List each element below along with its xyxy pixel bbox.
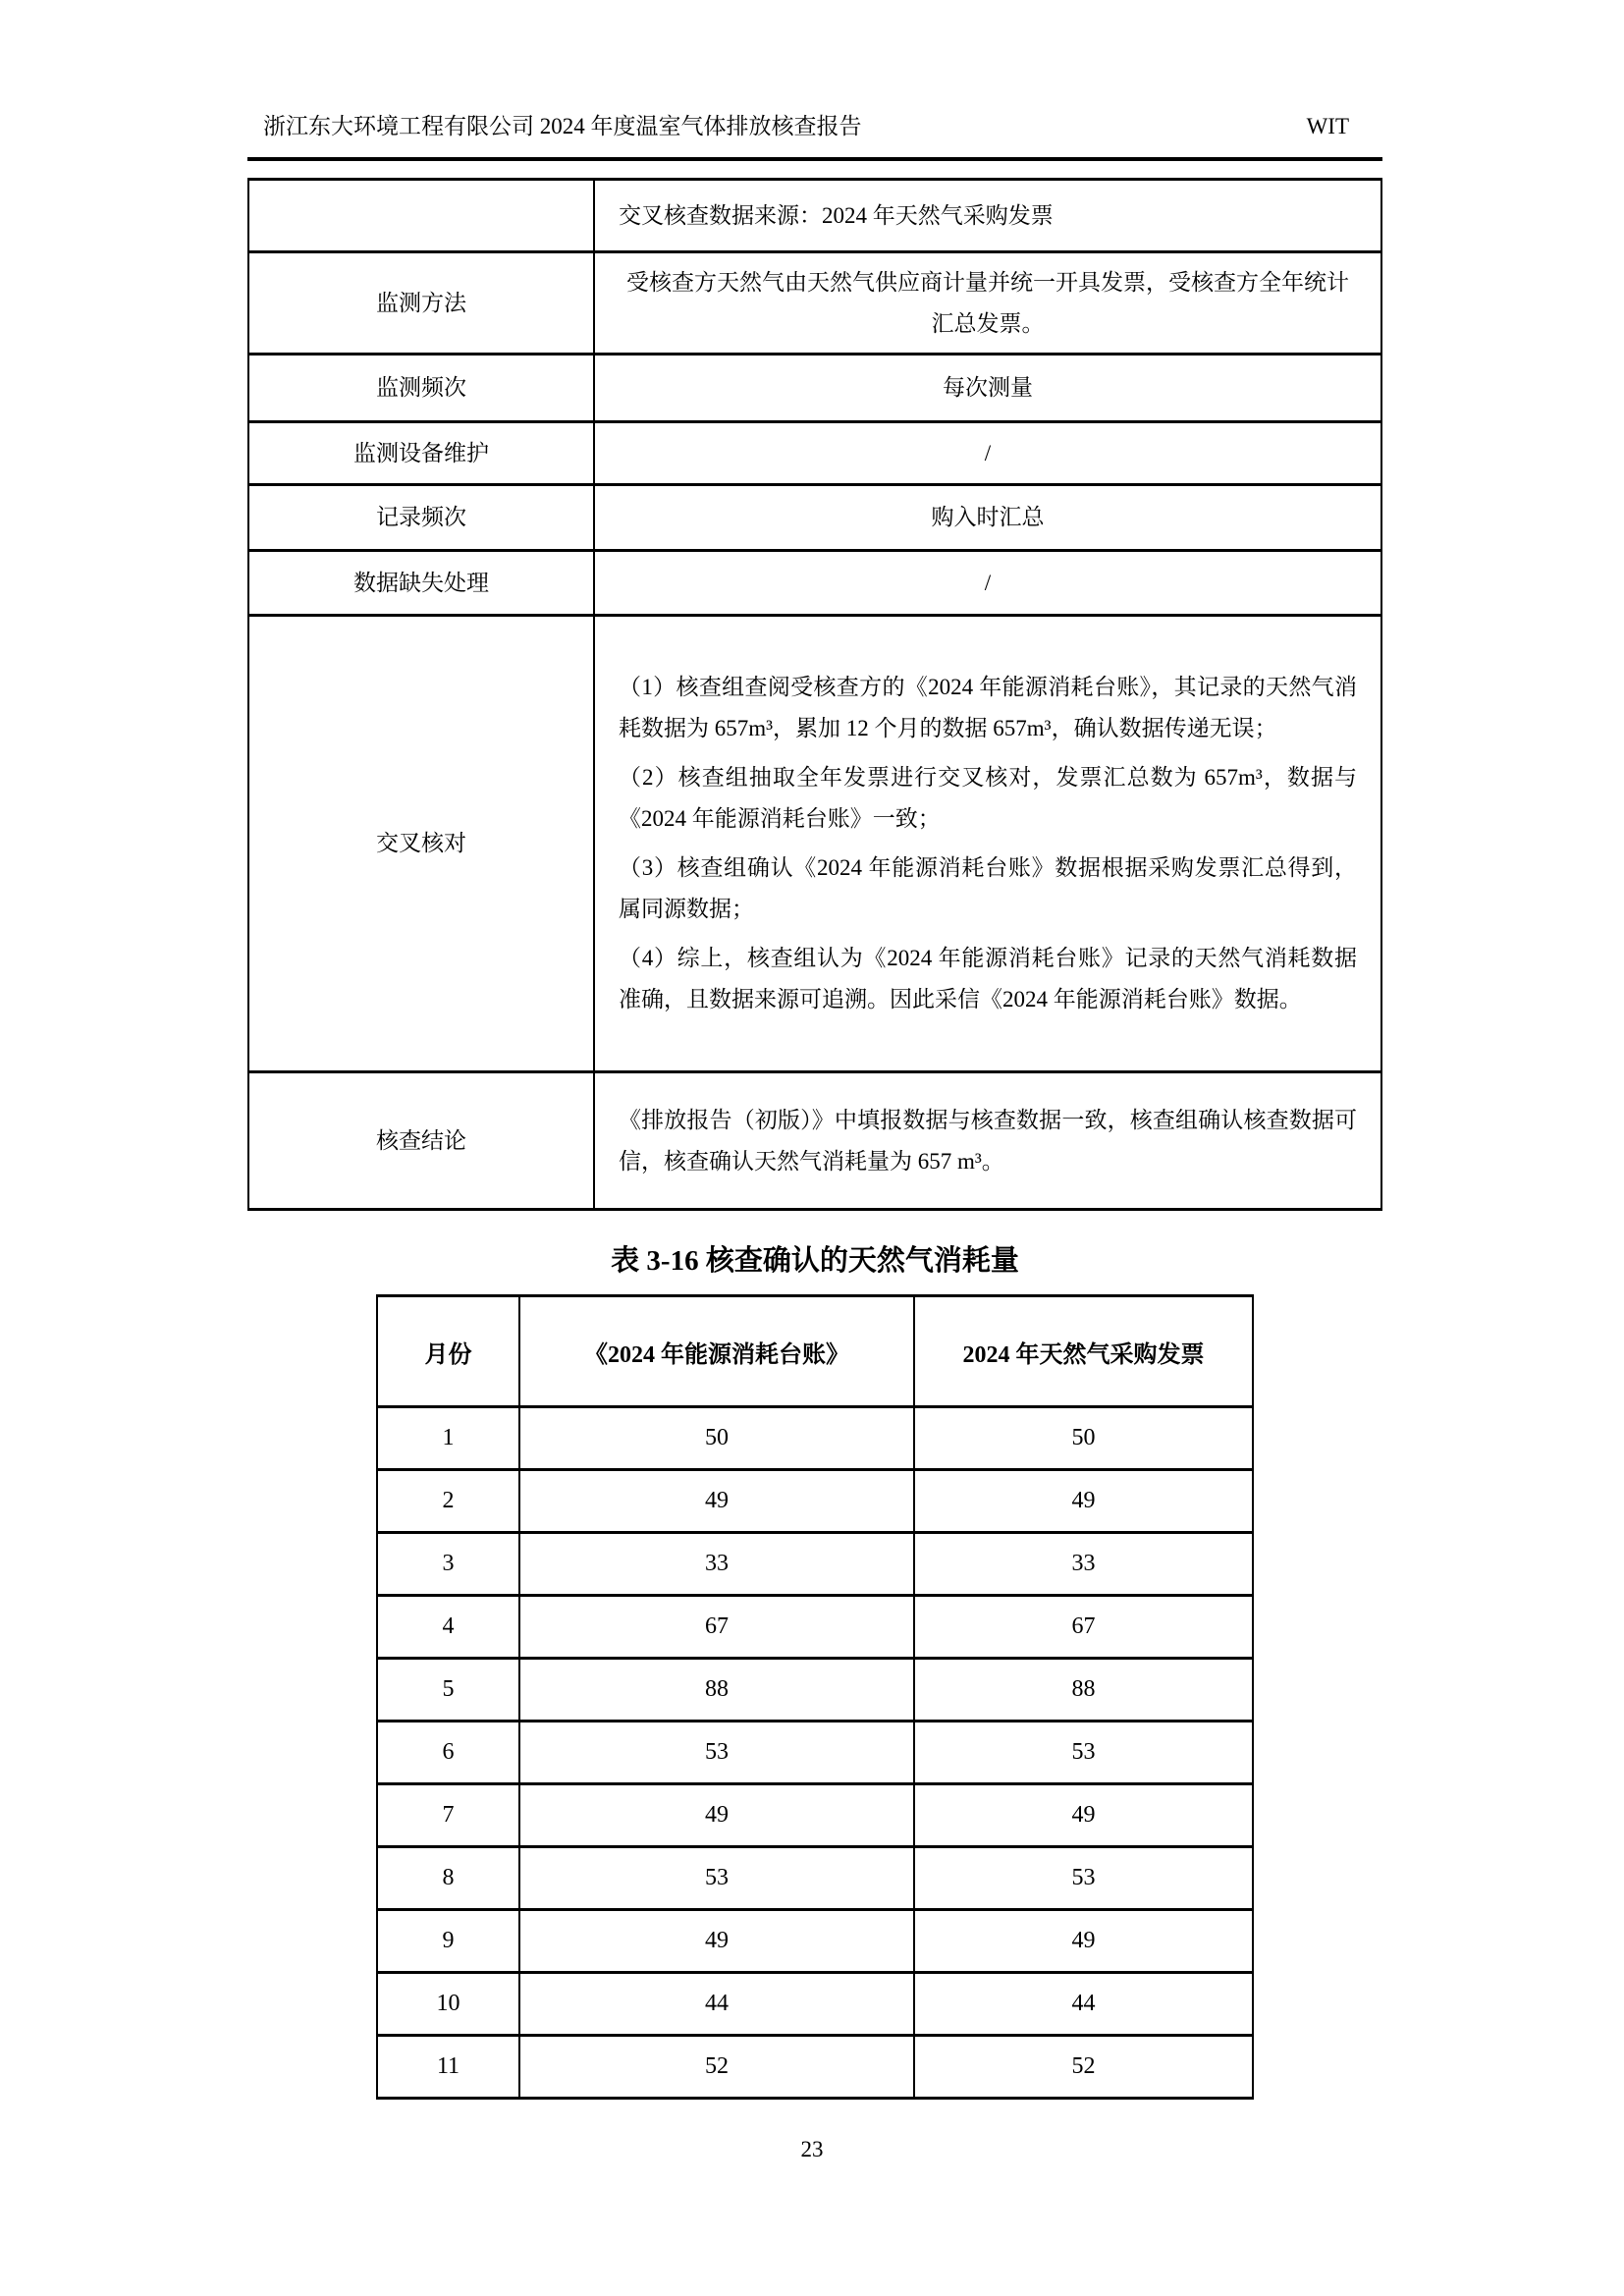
monitoring-table-row [248, 180, 1381, 252]
consumption-month-cell: 2 [377, 1470, 519, 1533]
consumption-table-row [377, 1470, 1253, 1533]
conclusion-row [248, 1072, 1381, 1210]
monitoring-row-value: 购入时汇总 [594, 485, 1381, 551]
consumption-value-cell: 67 [914, 1596, 1253, 1659]
consumption-table-body [377, 1407, 1253, 2099]
cross-check-paragraph: （4）综上，核查组认为《2024 年能源消耗台账》记录的天然气消耗数据准确，且数据来源可追溯。因此采信《2024 年能源消耗台账》数据。 [619, 946, 1357, 1011]
consumption-month-cell: 6 [377, 1722, 519, 1784]
conclusion-value: 《排放报告（初版）》中填报数据与核查数据一致，核查组确认核查数据可信，核查确认天然气消耗量为 657 m³。 [594, 1072, 1381, 1210]
monitoring-table-row [248, 485, 1381, 551]
consumption-value-cell: 53 [914, 1722, 1253, 1784]
consumption-value-cell: 33 [519, 1533, 914, 1596]
consumption-table-row [377, 1973, 1253, 2036]
consumption-column-header: 《2024 年能源消耗台账》 [519, 1296, 914, 1407]
monitoring-table-row [248, 355, 1381, 422]
consumption-month-cell: 7 [377, 1784, 519, 1847]
page-header [247, 0, 1382, 141]
consumption-table-row [377, 1533, 1253, 1596]
consumption-value-cell: 49 [519, 1910, 914, 1973]
consumption-value-cell: 50 [519, 1407, 914, 1470]
cross-check-row [248, 616, 1381, 1072]
consumption-value-cell: 49 [519, 1784, 914, 1847]
consumption-value-cell: 52 [914, 2036, 1253, 2099]
monitoring-table-row [248, 422, 1381, 485]
monitoring-row-value: / [594, 422, 1381, 485]
header-report-title: 浙江东大环境工程有限公司 2024 年度温室气体排放核查报告 [263, 114, 862, 138]
consumption-month-cell: 8 [377, 1847, 519, 1910]
cross-check-paragraph: （1）核查组查阅受核查方的《2024 年能源消耗台账》，其记录的天然气消耗数据为 657m³，累加 12 个月的数据 657m³，确认数据传递无误； [619, 675, 1357, 740]
consumption-month-cell: 11 [377, 2036, 519, 2099]
consumption-table [376, 1294, 1254, 2100]
monitoring-row-label [248, 180, 594, 252]
consumption-table-head [377, 1296, 1253, 1407]
consumption-month-cell: 5 [377, 1659, 519, 1722]
consumption-value-cell: 52 [519, 2036, 914, 2099]
cross-check-paragraph: （2）核查组抽取全年发票进行交叉核对，发票汇总数为 657m³，数据与《2024 年能源消耗台账》一致； [619, 765, 1357, 831]
monitoring-row-label: 监测频次 [248, 355, 594, 422]
header-org-mark: WIT [1306, 114, 1349, 138]
consumption-column-header: 月份 [377, 1296, 519, 1407]
monitoring-table-body [248, 180, 1381, 616]
page-content [247, 0, 1382, 2100]
consumption-table-row [377, 1596, 1253, 1659]
consumption-table-row [377, 2036, 1253, 2099]
consumption-value-cell: 49 [914, 1784, 1253, 1847]
consumption-value-cell: 50 [914, 1407, 1253, 1470]
monitoring-row-label: 数据缺失处理 [248, 551, 594, 616]
consumption-value-cell: 44 [914, 1973, 1253, 2036]
monitoring-row-label: 记录频次 [248, 485, 594, 551]
consumption-month-cell: 3 [377, 1533, 519, 1596]
consumption-table-row [377, 1910, 1253, 1973]
consumption-value-cell: 88 [519, 1659, 914, 1722]
consumption-value-cell: 49 [519, 1470, 914, 1533]
cross-check-paragraph: （3）核查组确认《2024 年能源消耗台账》数据根据采购发票汇总得到，属同源数据； [619, 855, 1357, 921]
consumption-month-cell: 10 [377, 1973, 519, 2036]
monitoring-row-value: 受核查方天然气由天然气供应商计量并统一开具发票，受核查方全年统计汇总发票。 [594, 252, 1381, 355]
consumption-value-cell: 53 [519, 1847, 914, 1910]
consumption-value-cell: 49 [914, 1910, 1253, 1973]
consumption-value-cell: 33 [914, 1533, 1253, 1596]
cross-check-paragraphs [594, 616, 1381, 1072]
conclusion-label: 核查结论 [248, 1072, 594, 1210]
consumption-value-cell: 53 [914, 1847, 1253, 1910]
monitoring-table-row [248, 551, 1381, 616]
monitoring-row-label: 监测设备维护 [248, 422, 594, 485]
consumption-table-row [377, 1722, 1253, 1784]
consumption-month-cell: 4 [377, 1596, 519, 1659]
page-number: 23 [800, 2137, 824, 2161]
consumption-value-cell: 67 [519, 1596, 914, 1659]
consumption-column-header: 2024 年天然气采购发票 [914, 1296, 1253, 1407]
monitoring-table-body-2 [248, 616, 1381, 1210]
consumption-month-cell: 9 [377, 1910, 519, 1973]
monitoring-row-label: 监测方法 [248, 252, 594, 355]
consumption-table-row [377, 1847, 1253, 1910]
consumption-month-cell: 1 [377, 1407, 519, 1470]
header-rule [247, 157, 1382, 161]
consumption-table-row [377, 1659, 1253, 1722]
consumption-value-cell: 88 [914, 1659, 1253, 1722]
consumption-value-cell: 53 [519, 1722, 914, 1784]
consumption-header-row [377, 1296, 1253, 1407]
table-3-16-title: 表 3-16 核查确认的天然气消耗量 [611, 1245, 1019, 1277]
monitoring-table-row [248, 252, 1381, 355]
monitoring-row-value: / [594, 551, 1381, 616]
consumption-table-row [377, 1407, 1253, 1470]
consumption-table-row [377, 1784, 1253, 1847]
monitoring-row-value: 交叉核查数据来源：2024 年天然气采购发票 [594, 180, 1381, 252]
consumption-value-cell: 44 [519, 1973, 914, 2036]
cross-check-label: 交叉核对 [248, 616, 594, 1072]
monitoring-table [247, 178, 1382, 1211]
consumption-value-cell: 49 [914, 1470, 1253, 1533]
monitoring-row-value: 每次测量 [594, 355, 1381, 422]
